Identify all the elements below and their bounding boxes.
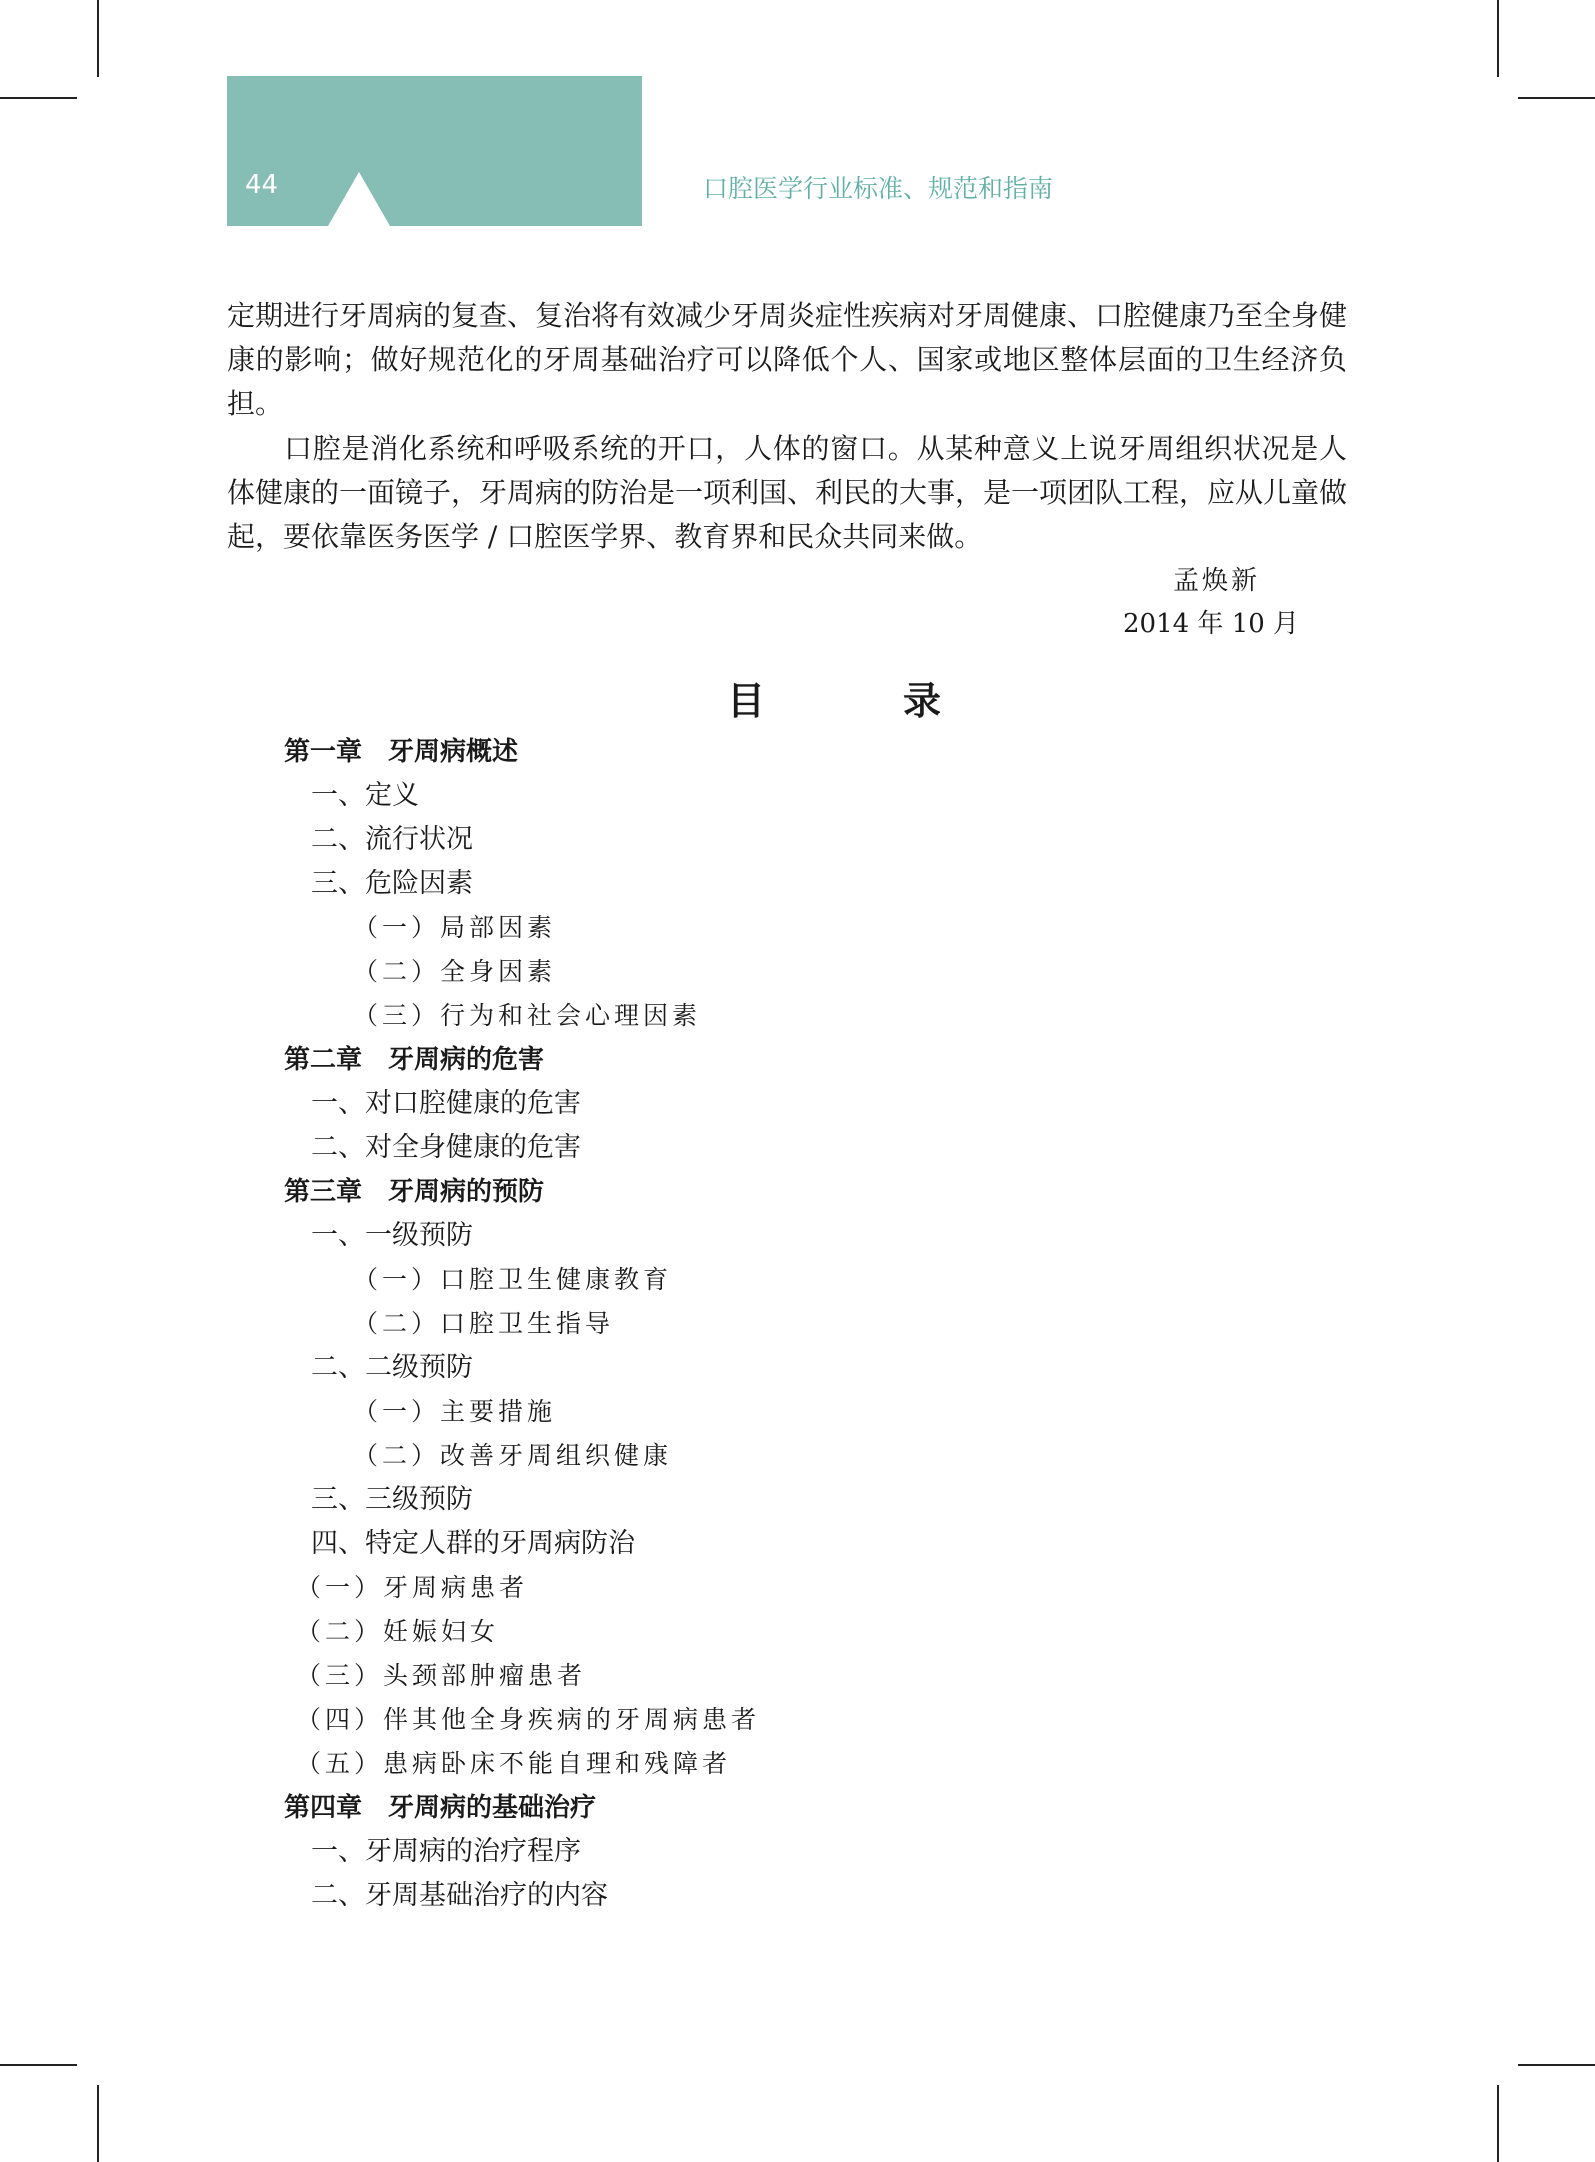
signature-date: 2014 年 10 月 — [1123, 609, 1300, 639]
toc-entry: 三、危险因素 — [311, 868, 473, 899]
toc-chapter: 第三章 牙周病的预防 — [284, 1177, 545, 1207]
toc-entry: （一）牙周病患者 — [296, 1573, 529, 1602]
body-paragraph: 口腔是消化系统和呼吸系统的开口，人体的窗口。从某种意义上说牙周组织状况是人体健康的一面镜子，牙周病的防治是一项利国、利民的大事，是一项团队工程，应从儿童做起，要依靠医务医学 / 口腔医学界、教育界和民众共同来做。 — [227, 432, 1348, 553]
toc-entry: 一、定义 — [311, 780, 419, 811]
toc-entry: 二、二级预防 — [311, 1352, 473, 1383]
crop-mark — [97, 0, 99, 77]
toc-entry: （二）口腔卫生指导 — [353, 1309, 615, 1338]
toc-entry: （一）局部因素 — [353, 913, 557, 942]
toc-title: 目 录 — [727, 679, 992, 723]
header-notch — [328, 172, 390, 226]
crop-mark — [0, 2064, 77, 2066]
toc-entry: （二）全身因素 — [353, 957, 557, 986]
toc-entry: 二、牙周基础治疗的内容 — [311, 1880, 608, 1911]
toc-entry: （二）妊娠妇女 — [296, 1617, 500, 1646]
crop-mark — [1497, 2085, 1499, 2162]
toc-entry: （三）行为和社会心理因素 — [353, 1001, 702, 1030]
toc-entry: （一）主要措施 — [353, 1397, 557, 1426]
crop-mark — [1518, 97, 1595, 99]
toc-entry: 四、特定人群的牙周病防治 — [311, 1528, 635, 1559]
header-band — [227, 76, 642, 226]
body-paragraph: 定期进行牙周病的复查、复治将有效减少牙周炎症性疾病对牙周健康、口腔健康乃至全身健康的影响；做好规范化的牙周基础治疗可以降低个人、国家或地区整体层面的卫生经济负担。 — [227, 299, 1348, 420]
toc-entry: 二、对全身健康的危害 — [311, 1132, 581, 1163]
toc-entry: 二、流行状况 — [311, 824, 473, 855]
toc-chapter: 第二章 牙周病的危害 — [284, 1045, 545, 1075]
toc-chapter: 第四章 牙周病的基础治疗 — [284, 1793, 597, 1823]
crop-mark — [97, 2085, 99, 2162]
toc-entry: （五）患病卧床不能自理和残障者 — [296, 1749, 732, 1778]
page-number: 44 — [245, 170, 279, 200]
toc-entry: 一、牙周病的治疗程序 — [311, 1836, 581, 1867]
crop-mark — [1518, 2064, 1595, 2066]
signature-name: 孟焕新 — [1173, 566, 1261, 596]
toc-chapter: 第一章 牙周病概述 — [284, 737, 519, 767]
crop-mark — [0, 97, 77, 99]
toc-entry: 一、一级预防 — [311, 1220, 473, 1251]
toc-entry: （二）改善牙周组织健康 — [353, 1441, 673, 1470]
toc-entry: （三）头颈部肿瘤患者 — [296, 1661, 587, 1690]
toc-entry: 一、对口腔健康的危害 — [311, 1088, 581, 1119]
toc-entry: （四）伴其他全身疾病的牙周病患者 — [296, 1705, 761, 1734]
running-title: 口腔医学行业标准、规范和指南 — [703, 174, 1054, 203]
toc-entry: 三、三级预防 — [311, 1484, 473, 1515]
toc-entry: （一）口腔卫生健康教育 — [353, 1265, 673, 1294]
crop-mark — [1497, 0, 1499, 77]
